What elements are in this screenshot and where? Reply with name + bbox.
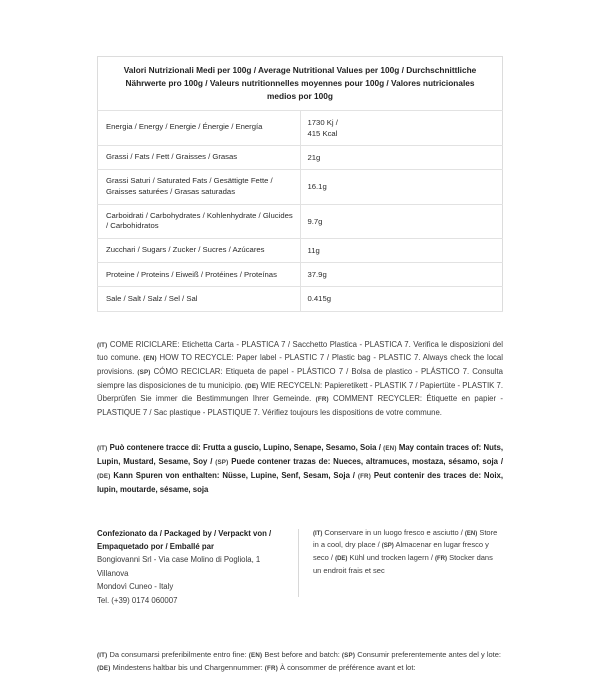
nutrient-value: 11g — [300, 239, 503, 263]
language-tag-fr: (FR) — [357, 473, 371, 481]
nutrition-facts-table — [97, 56, 503, 312]
best-before-instructions — [97, 649, 507, 675]
nutrient-label: Proteine / Proteins / Eiweiß / Protéines / Proteínas — [98, 263, 301, 287]
bestbefore-text-sp: Consumir preferentemente antes del y lote: — [355, 649, 502, 659]
bestbefore-text-fr: À consommer de préférence avant et lot: — [277, 662, 416, 672]
language-tag-en: (EN) — [464, 530, 478, 537]
table-row — [98, 170, 503, 205]
nutrient-label: Grassi Saturi / Saturated Fats / Gesättigte Fette / Graisses saturées / Grasas saturadas — [98, 170, 301, 205]
table-row — [98, 287, 503, 311]
nutrition-label-page — [0, 56, 600, 672]
storage-text-en: Store in a cool, dry place / — [313, 527, 498, 550]
nutrient-label: Grassi / Fats / Fett / Graisses / Grasas — [98, 145, 301, 169]
bestbefore-text-de: Mindestens haltbar bis und Chargennummer: — [110, 662, 265, 672]
recycling-text-en: HOW TO RECYCLE: Paper label - PLASTIC 7 / Plastic bag - PLASTIC 7. Always check the local provisions. — [97, 353, 503, 376]
packager-address — [97, 553, 284, 607]
storage-instructions — [313, 527, 503, 579]
packager-title — [97, 527, 284, 554]
storage-text-it: Conservare in un luogo fresco e asciutto / — [322, 527, 465, 537]
language-tag-sp: (SP) — [137, 368, 151, 376]
language-tag-de: (DE) — [244, 382, 259, 390]
packager-column — [97, 527, 298, 607]
nutrient-value: 37.9g — [300, 263, 503, 287]
packager-address-line2: Mondovì Cuneo - Italy — [97, 582, 174, 592]
table-row — [98, 204, 503, 239]
language-tag-fr: (FR) — [264, 664, 278, 672]
allergen-text-fr: Peut contenir des traces de: Noix, lupin, moutarde, sésame, soja — [97, 471, 503, 494]
language-tag-de: (DE) — [97, 664, 111, 672]
nutrient-value: 16.1g — [300, 170, 503, 205]
packager-phone: Tel. (+39) 0174 060007 — [97, 595, 178, 605]
language-tag-sp: (SP) — [215, 459, 229, 467]
nutrient-label: Carboidrati / Carbohydrates / Kohlenhydrate / Glucides / Carbohidratos — [98, 204, 301, 239]
nutrient-value: 21g — [300, 145, 503, 169]
bestbefore-text-it: Da consumarsi preferibilmente entro fine: — [107, 649, 249, 659]
table-row — [98, 110, 503, 145]
language-tag-en: (EN) — [383, 445, 397, 453]
packager-address-line1: Bongiovanni Srl - Via case Molino di Pogliola, 1 Villanova — [97, 555, 261, 578]
language-tag-it: (IT) — [97, 651, 108, 659]
nutrient-value-line2: 415 Kcal — [307, 128, 338, 138]
nutrition-table-header: Valori Nutrizionali Medi per 100g / Average Nutritional Values per 100g / Durchschnittliche Nährwerte pro 100g / Valeurs nutritionnelles moyennes pour 100g / Valores nutricionales medios por 100g — [98, 57, 503, 111]
language-tag-it: (IT) — [313, 530, 323, 537]
language-tag-it: (IT) — [97, 445, 108, 453]
recycling-text-sp: CÓMO RECICLAR: Etiqueta de papel - PLÁSTICO 7 / Bolsa de plastico - PLÁSTICO 7. Consulta siempre las disposiciones de tu municipio. — [97, 366, 504, 390]
nutrient-value: 0.415g — [300, 287, 503, 311]
nutrient-label: Zucchari / Sugars / Zucker / Sucres / Azúcares — [98, 239, 301, 263]
language-tag-de: (DE) — [335, 556, 348, 563]
allergen-text-sp: Puede contener trazas de: Nueces, altramuces, mostaza, sésamo, soja / — [228, 457, 503, 467]
table-row — [98, 239, 503, 263]
nutrient-value: 9.7g — [300, 204, 503, 239]
allergen-warning — [97, 441, 503, 496]
language-tag-it: (IT) — [97, 341, 108, 349]
recycling-instructions — [97, 338, 503, 420]
allergen-text-en: May contain traces of: Nuts, Lupin, Mustard, Sesame, Soy / — [97, 443, 503, 467]
table-row — [98, 263, 503, 287]
language-tag-en: (EN) — [248, 651, 263, 659]
language-tag-fr: (FR) — [435, 556, 447, 563]
packager-title-line2: Empaquetado por / Emballé par — [97, 541, 214, 551]
packager-storage-section — [97, 527, 503, 607]
recycling-text-it: COME RICICLARE: Etichetta Carta - PLASTICA 7 / Sacchetto Plastica - PLASTICA 7. Verifica le disposizioni del tuo comune. — [97, 339, 503, 363]
storage-text-fr: Stocker dans un endroit frais et sec — [313, 553, 493, 576]
bestbefore-text-en: Best before and batch: — [262, 649, 342, 659]
table-header-row — [98, 57, 503, 111]
storage-text-de: Kühl und trocken lagern / — [347, 553, 435, 563]
recycling-text-de: WIE RECYCELN: Papieretikett - PLASTIK 7 / Papiertüte - PLASTIK 7. Überprüfen Sie immer die Bestimmungen Ihrer Gemeinde. — [97, 380, 503, 404]
recycling-text-fr: COMMENT RECYCLER: Étiquette en papier - PLASTIQUE 7 / Sac plastique - PLASTIQUE 7. Vérifiez toujours les dispositions de votre commune. — [97, 394, 503, 417]
language-tag-en: (EN) — [143, 355, 157, 363]
nutrient-label: Sale / Salt / Salz / Sel / Sal — [98, 287, 301, 311]
language-tag-sp: (SP) — [381, 543, 394, 550]
storage-text-sp: Almacenar en lugar fresco y seco / — [313, 540, 489, 563]
packager-title-line1: Confezionato da / Packaged by / Verpackt von / — [97, 528, 272, 538]
storage-column — [299, 527, 503, 607]
language-tag-fr: (FR) — [315, 396, 329, 404]
nutrient-value — [300, 110, 503, 145]
table-row — [98, 145, 503, 169]
allergen-text-de: Kann Spuren von enthalten: Nüsse, Lupine, Senf, Sesam, Soja / — [110, 471, 358, 481]
nutrient-label: Energia / Energy / Energie / Énergie / Energía — [98, 110, 301, 145]
language-tag-de: (DE) — [97, 473, 111, 481]
allergen-text-it: Può contenere tracce di: Frutta a guscio, Lupino, Senape, Sesamo, Soia / — [107, 443, 384, 453]
language-tag-sp: (SP) — [341, 651, 356, 659]
nutrient-value-line1: 1730 Kj / — [307, 117, 338, 127]
